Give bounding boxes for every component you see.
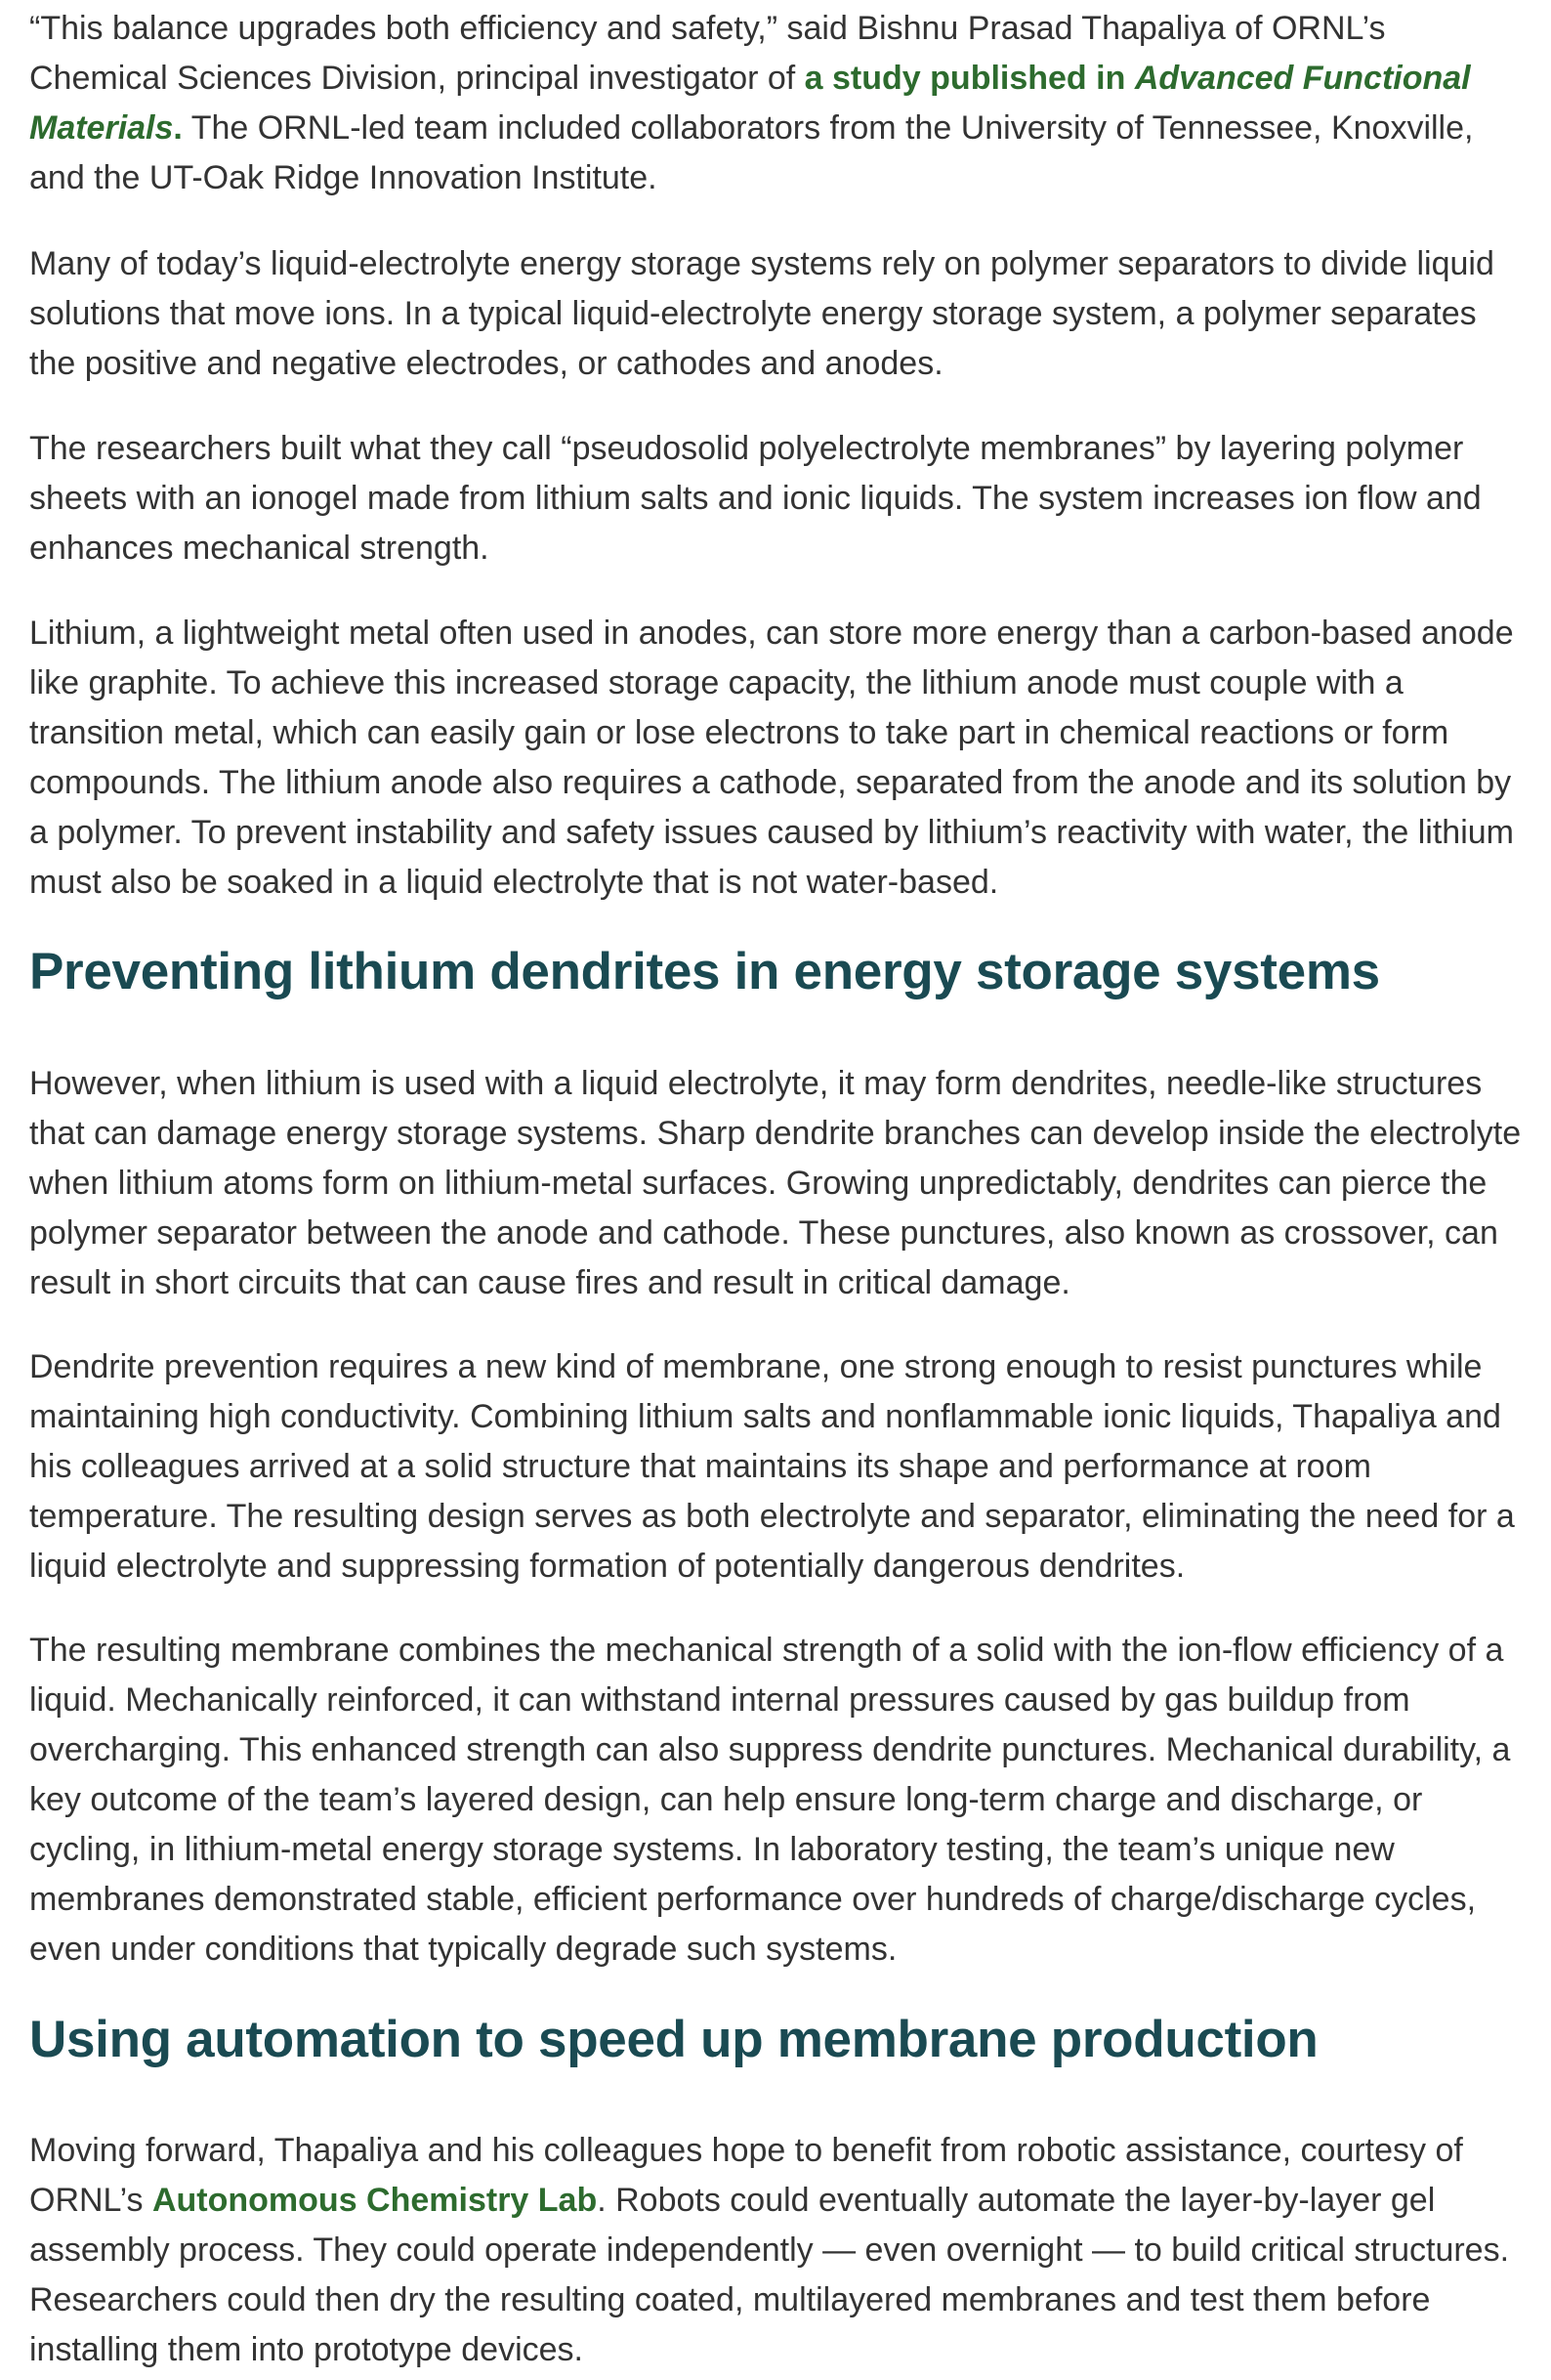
paragraph-polymer-separators: Many of today’s liquid-electrolyte energy storage systems rely on polymer separators to divide liquid solutions that move ions. In a typical liquid-electrolyte energy storage system, a polymer separates the positive and negative electrodes, or cathodes and anodes. bbox=[29, 245, 1494, 382]
paragraph-text: The ORNL-led team included collaborators from the University of Tennessee, Knoxville, and the UT-Oak Ridge Innovation Institute. bbox=[29, 109, 1474, 196]
journal-name: Advanced Functional Materials bbox=[29, 60, 1471, 147]
paragraph-robotic-assistance bbox=[29, 2126, 1524, 2375]
paragraph-mechanical-strength: The resulting membrane combines the mechanical strength of a solid with the ion-flow efficiency of a liquid. Mechanically reinforced, it can withstand internal pressures caused by gas buildup from overcharging. This enhanced strength can also suppress dendrite punctures. Mechanical durability, a key outcome of the team’s layered design, can help ensure long-term charge and discharge, or cycling, in lithium-metal energy storage systems. In laboratory testing, the team’s unique new membranes demonstrated stable, efficient performance over hundreds of charge/discharge cycles, even under conditions that typically degrade such systems. bbox=[29, 1632, 1511, 1968]
paragraph-lithium-anodes: Lithium, a lightweight metal often used in anodes, can store more energy than a carbon-based anode like graphite. To achieve this increased storage capacity, the lithium anode must couple with a transition metal, which can easily gain or lose electrons to take part in chemical reactions or form compounds. The lithium anode also requires a cathode, separated from the anode and its solution by a polymer. To prevent instability and safety issues caused by lithium’s reactivity with water, the lithium must also be soaked in a liquid electrolyte that is not water-based. bbox=[29, 615, 1515, 901]
study-link-period: . bbox=[173, 109, 183, 147]
paragraph-dendrite-prevention: Dendrite prevention requires a new kind of membrane, one strong enough to resist punctures while maintaining high conductivity. Combining lithium salts and nonflammable ionic liquids, Thapaliya and his colleagues arrived at a solid structure that maintains its shape and performance at room temperature. The resulting design serves as both electrolyte and separator, eliminating the need for a liquid electrolyte and suppressing formation of potentially dangerous dendrites. bbox=[29, 1348, 1515, 1585]
paragraph-text: “This balance upgrades both efficiency and safety,” said Bishnu Prasad Thapaliya of ORNL’s Chemical Sciences Division, principal investigator of bbox=[29, 10, 1386, 97]
section-heading-automation: Using automation to speed up membrane production bbox=[29, 2011, 1319, 2068]
paragraph-text: . Robots could eventually automate the layer-by-layer gel assembly process. They could operate independently — even overnight — to build critical structures. Researchers could then dry the resulting coated, multilayered membranes and test them before installing them into prototype devices. bbox=[29, 2182, 1510, 2368]
paragraph-text: Moving forward, Thapaliya and his colleagues hope to benefit from robotic assistance, courtesy of ORNL’s bbox=[29, 2132, 1463, 2219]
section-heading-dendrites: Preventing lithium dendrites in energy storage systems bbox=[29, 943, 1380, 1000]
paragraph-study-intro bbox=[29, 4, 1524, 203]
paragraph-dendrite-damage: However, when lithium is used with a liquid electrolyte, it may form dendrites, needle-like structures that can damage energy storage systems. Sharp dendrite branches can develop inside the electrolyte when lithium atoms form on lithium-metal surfaces. Growing unpredictably, dendrites can pierce the polymer separator between the anode and cathode. These punctures, also known as crossover, can result in short circuits that can cause fires and result in critical damage. bbox=[29, 1065, 1522, 1301]
study-link-text: a study published in bbox=[804, 60, 1135, 97]
paragraph-pseudosolid-membranes: The researchers built what they call “pseudosolid polyelectrolyte membranes” by layering polymer sheets with an ionogel made from lithium salts and ionic liquids. The system increases ion flow and enhances mechanical strength. bbox=[29, 430, 1482, 567]
autonomous-chemistry-lab-link[interactable]: Autonomous Chemistry Lab bbox=[151, 2182, 598, 2219]
